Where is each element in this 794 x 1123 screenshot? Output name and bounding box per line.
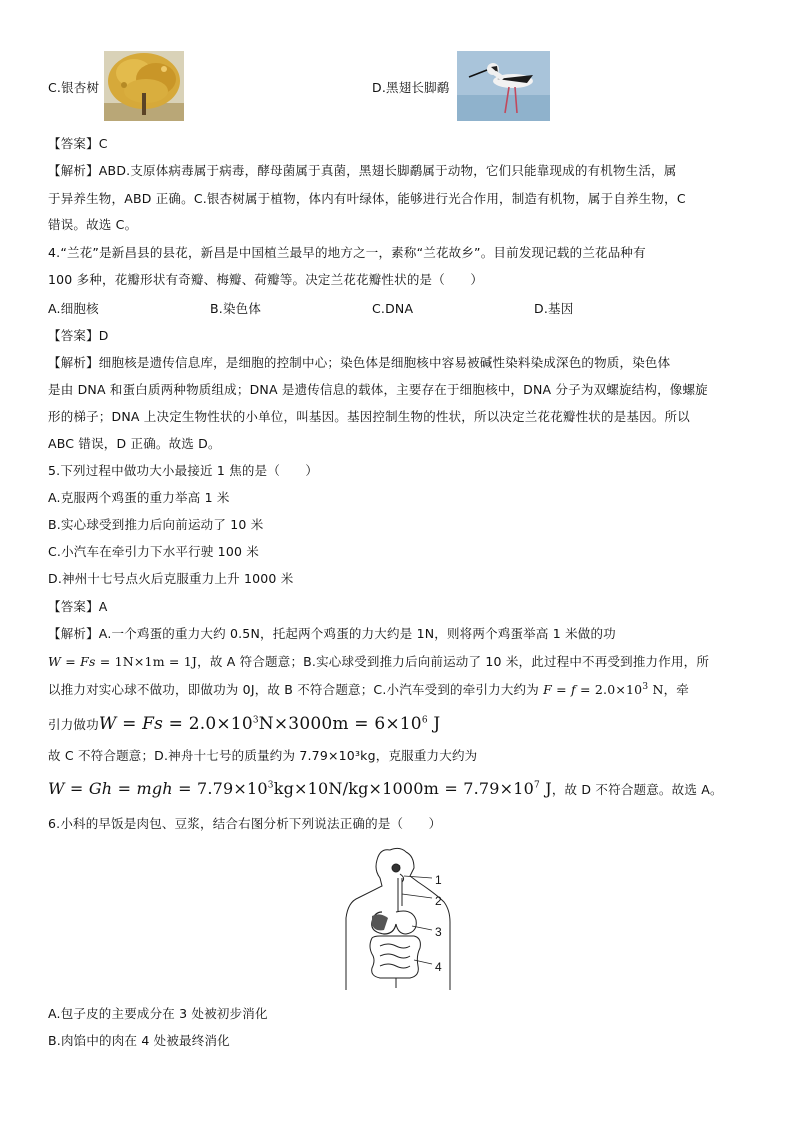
q5-analysis-line-4-prefix: 引力做功 — [48, 717, 99, 732]
q5-analysis-line-1: 【解析】A.一个鸡蛋的重力大约 0.5N，托起两个鸡蛋的力大约是 1N，则将两个鸡蛋举高 1 米做的功 — [48, 626, 616, 641]
q4-option-c: C.DNA — [372, 301, 414, 316]
q4-stem-line-2: 100 多种，花瓣形状有奇瓣、梅瓣、荷瓣等。决定兰花花瓣性状的是（ ） — [48, 272, 484, 287]
q5-analysis-line-3-text: 以推力对实心球不做功，即做功为 0J，故 B 不符合题意；C.小汽车受到的牵引力大约为 — [48, 682, 539, 697]
work-formula-eggs: W = Fs = 1N×1m = 1J — [48, 654, 198, 669]
q5-analysis-line-3 — [48, 681, 689, 699]
q4-stem-line-1: 4.“兰花”是新昌县的县花，新昌是中国植兰最早的地方之一，素称“兰花故乡”。目前发现记载的兰花品种有 — [48, 245, 646, 260]
q5-option-a: A.克服两个鸡蛋的重力举高 1 米 — [48, 490, 230, 505]
q3-analysis-line-3: 错误。故选 C。 — [48, 217, 138, 232]
q5-option-c: C.小汽车在牵引力下水平行驶 100 米 — [48, 544, 260, 559]
q5-analysis-line-3-tail: ，牵 — [663, 682, 689, 697]
q3-answer: 【答案】C — [48, 136, 108, 151]
diagram-label-2: 2 — [435, 894, 442, 908]
q4-analysis-line-4: ABC 错误，D 正确。故选 D。 — [48, 436, 221, 451]
q5-analysis-line-6 — [48, 777, 723, 802]
q4-option-b: B.染色体 — [210, 301, 262, 316]
gravity-work-formula: W = Gh = mgh = $7.79\times 10^3kg\times 10N/kg\times 1000m = 7.79\times 10^7$ J — [48, 779, 552, 798]
q4-option-a: A.细胞核 — [48, 301, 99, 316]
q6-option-a: A.包子皮的主要成分在 3 处被初步消化 — [48, 1006, 268, 1021]
q3-analysis-line-2: 于异养生物，ABD 正确。C.银杏树属于植物，体内有叶绿体，能够进行光合作用，制造有机物，属于自养生物，C — [48, 191, 686, 206]
q5-analysis-line-6-tail: ，故 D 不符合题意。故选 A。 — [551, 782, 723, 797]
q4-analysis-line-2: 是由 DNA 和蛋白质两种物质组成；DNA 是遗传信息的载体，主要存在于细胞核中，DNA 分子为双螺旋结构，像螺旋 — [48, 382, 708, 397]
q5-analysis-line-5: 故 C 不符合题意；D.神舟十七号的质量约为 7.79×10³kg，克服重力大约为 — [48, 748, 478, 763]
q3-option-c: C.银杏树 — [48, 80, 100, 95]
digestive-system-diagram — [340, 842, 460, 992]
q5-analysis-line-4 — [48, 712, 440, 737]
q3-analysis-line-1: 【解析】ABD.支原体病毒属于病毒，酵母菌属于真菌，黑翅长脚鹬属于动物，它们只能靠现成的有机物生活，属 — [48, 163, 677, 178]
q5-option-d: D.神州十七号点火后克服重力上升 1000 米 — [48, 571, 294, 586]
diagram-label-4: 4 — [435, 960, 442, 974]
ginkgo-tree-photo — [104, 51, 184, 121]
traction-force-formula: $F = f = 2.0\times 10^3$ N — [538, 681, 664, 697]
q4-analysis-line-1: 【解析】细胞核是遗传信息库，是细胞的控制中心；染色体是细胞核中容易被碱性染料染成深色的物质，染色体 — [48, 355, 671, 370]
q4-analysis-line-3: 形的梯子；DNA 上决定生物性状的小单位，叫基因。基因控制生物的性状，所以决定兰花花瓣性状的是基因。所以 — [48, 409, 690, 424]
q5-analysis-line-2 — [48, 653, 709, 671]
q5-answer: 【答案】A — [48, 599, 108, 614]
q3-option-d: D.黑翅长脚鹬 — [372, 80, 450, 95]
black-winged-stilt-photo — [457, 51, 550, 121]
q4-answer: 【答案】D — [48, 328, 109, 343]
q5-stem: 5.下列过程中做功大小最接近 1 焦的是（ ） — [48, 463, 319, 478]
diagram-label-1: 1 — [435, 873, 442, 887]
diagram-label-3: 3 — [435, 925, 442, 939]
q6-stem: 6.小科的早饭是肉包、豆浆，结合右图分析下列说法正确的是（ ） — [48, 816, 442, 831]
q5-option-b: B.实心球受到推力后向前运动了 10 米 — [48, 517, 264, 532]
work-formula-car: $W = Fs = 2.0\times 10^3N\times 3000m = 6\times 10^6$ J — [98, 714, 441, 734]
q6-option-b: B.肉馅中的肉在 4 处被最终消化 — [48, 1033, 230, 1048]
q4-option-d: D.基因 — [534, 301, 574, 316]
q5-analysis-line-2-text: ，故 A 符合题意；B.实心球受到推力后向前运动了 10 米，此过程中不再受到推力作用，所 — [197, 654, 710, 669]
